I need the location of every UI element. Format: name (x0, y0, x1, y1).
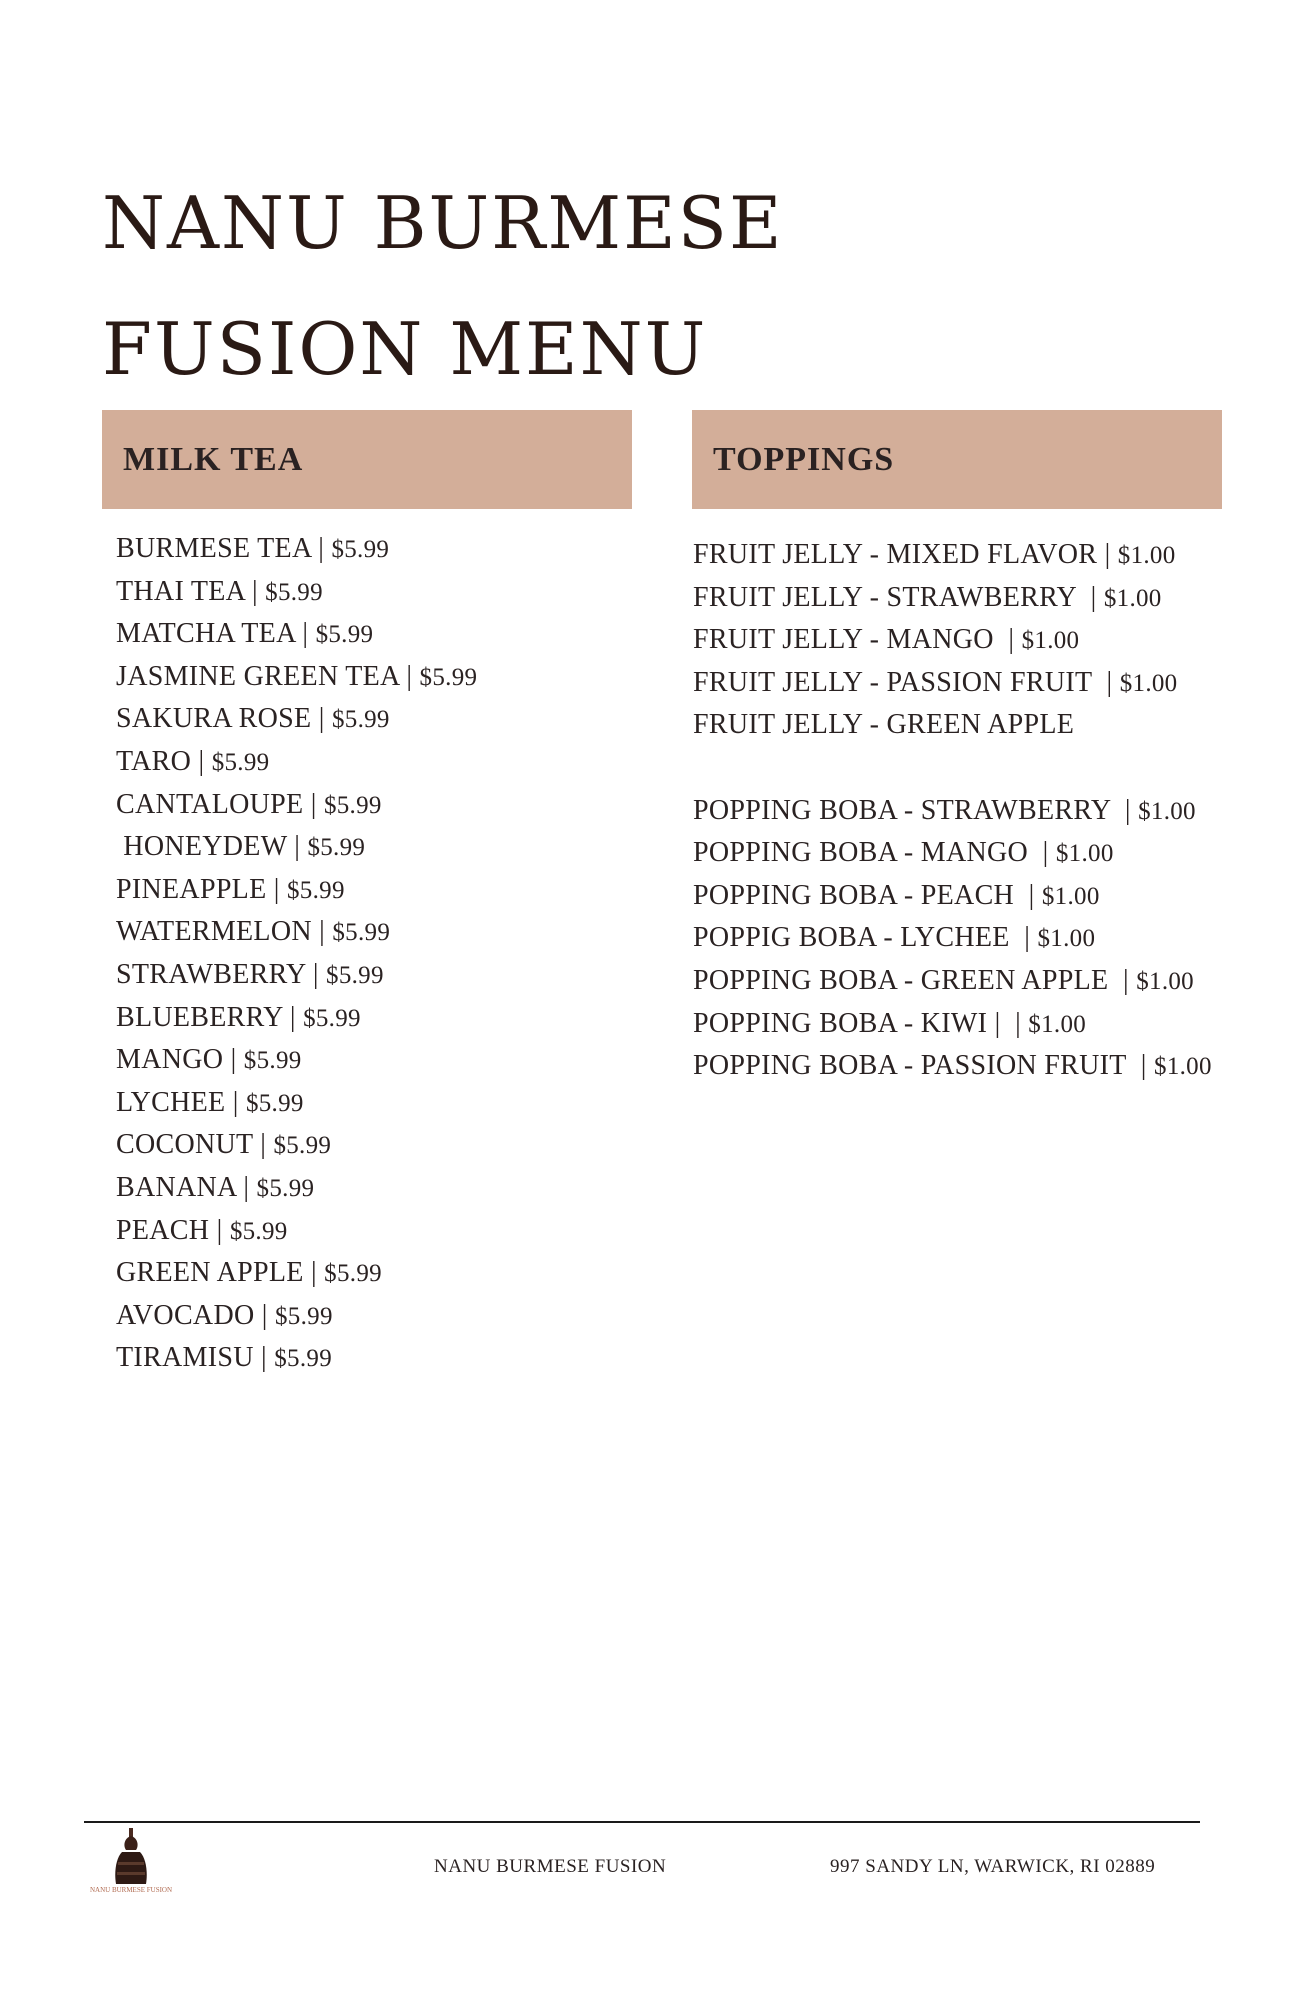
item-price: $5.99 (265, 578, 323, 606)
menu-item (116, 1039, 477, 1082)
item-name: FRUIT JELLY - MANGO | (693, 624, 1022, 656)
milk-tea-header (102, 410, 632, 509)
item-price: $1.00 (1055, 840, 1114, 868)
item-name: AVOCADO | (116, 1299, 275, 1331)
item-name: COCONUT | (116, 1129, 274, 1161)
item-name: JASMINE GREEN TEA | (116, 660, 420, 692)
menu-item (116, 571, 477, 614)
menu-item (693, 662, 1212, 705)
item-price: $5.99 (326, 961, 384, 989)
item-name: BANANA | (116, 1171, 257, 1203)
menu-item (693, 917, 1212, 960)
page-title (102, 160, 784, 412)
menu-item (693, 875, 1212, 918)
item-name: POPPING BOBA - GREEN APPLE | (693, 964, 1137, 996)
menu-item (116, 613, 477, 656)
item-name: HONEYDEW | (116, 831, 308, 863)
item-name: POPPING BOBA - PASSION FRUIT | (693, 1050, 1155, 1082)
menu-item (693, 1003, 1212, 1046)
menu-item (116, 1167, 477, 1210)
menu-item (116, 656, 477, 699)
item-name: THAI TEA | (116, 575, 266, 607)
item-name: PINEAPPLE | (116, 873, 287, 905)
item-price: $5.99 (303, 1004, 361, 1032)
item-price: $5.99 (331, 536, 390, 563)
item-price: $5.99 (323, 791, 382, 819)
footer-address: 997 SANDY LN, WARWICK, RI 02889 (830, 1856, 1156, 1877)
menu-item (116, 1210, 477, 1253)
item-price: $5.99 (275, 1302, 333, 1330)
item-price: $1.00 (1021, 627, 1080, 655)
item-name: GREEN APPLE | (116, 1257, 325, 1289)
menu-item (116, 997, 477, 1040)
item-name: FRUIT JELLY - PASSION FRUIT | (693, 666, 1120, 698)
item-name: CANTALOUPE | (116, 788, 324, 820)
menu-item (116, 1082, 477, 1125)
logo-text: NANU BURMESE FUSION (89, 1886, 173, 1894)
item-name: SAKURA ROSE | (116, 703, 332, 735)
menu-item (116, 826, 477, 869)
menu-item (693, 790, 1212, 833)
menu-item (116, 784, 477, 827)
footer-divider (84, 1821, 1200, 1823)
toppings-list (693, 534, 1212, 1088)
item-price: $5.99 (274, 1345, 332, 1373)
item-name: PEACH | (116, 1214, 230, 1246)
item-price: $1.00 (1154, 1053, 1212, 1081)
item-price: $5.99 (245, 1089, 304, 1117)
menu-item (116, 528, 477, 571)
item-price: $1.00 (1136, 967, 1194, 995)
item-name: BURMESE TEA | (116, 533, 332, 564)
item-price: $5.99 (256, 1174, 315, 1202)
menu-item (116, 1124, 477, 1167)
item-price: $1.00 (1103, 584, 1162, 612)
item-price: $1.00 (1119, 669, 1178, 697)
item-price: $5.99 (332, 919, 391, 947)
menu-item (693, 704, 1212, 747)
item-price: $5.99 (211, 748, 270, 776)
menu-item (693, 1045, 1212, 1088)
item-name: POPPING BOBA - PEACH | (693, 879, 1042, 911)
item-name: FRUIT JELLY - GREEN APPLE (693, 709, 1075, 741)
item-name: POPPING BOBA - STRAWBERRY | (693, 794, 1139, 826)
item-name: FRUIT JELLY - MIXED FLAVOR | (693, 539, 1118, 570)
item-price: $5.99 (287, 876, 345, 904)
item-name: TARO | (116, 745, 212, 777)
item-name: MATCHA TEA | (116, 618, 316, 650)
item-price: $5.99 (273, 1132, 332, 1160)
item-name: WATERMELON | (116, 916, 333, 948)
milk-tea-list (116, 528, 477, 1380)
item-price: $5.99 (419, 663, 478, 691)
menu-item (693, 534, 1212, 577)
item-name: MANGO | (116, 1044, 244, 1076)
item-price: $1.00 (1138, 797, 1196, 825)
item-price: $5.99 (331, 706, 390, 734)
temple-bell-logo-icon (89, 1826, 173, 1896)
menu-item (116, 869, 477, 912)
menu-item (693, 832, 1212, 875)
item-price: $5.99 (243, 1047, 302, 1075)
item-price: $1.00 (1028, 1010, 1087, 1038)
menu-item (116, 954, 477, 997)
item-price: $5.99 (324, 1260, 382, 1288)
menu-item (116, 1337, 477, 1380)
toppings-heading: TOPPINGS (713, 440, 895, 478)
menu-item (116, 1252, 477, 1295)
item-price: $5.99 (229, 1217, 288, 1245)
item-price: $1.00 (1117, 542, 1176, 569)
item-name: POPPING BOBA - MANGO | (693, 837, 1056, 869)
menu-item (693, 619, 1212, 662)
item-name: BLUEBERRY | (116, 1001, 304, 1033)
menu-item (693, 960, 1212, 1003)
menu-item (693, 577, 1212, 620)
menu-item (116, 911, 477, 954)
item-price: $1.00 (1037, 925, 1096, 953)
item-name: TIRAMISU | (116, 1342, 275, 1374)
item-price: $5.99 (315, 621, 374, 649)
group-spacer (693, 747, 1212, 790)
footer-business-name: NANU BURMESE FUSION (434, 1856, 667, 1877)
item-price: $1.00 (1041, 882, 1100, 910)
title-line-1: NANU BURMESE (102, 181, 784, 265)
menu-item (116, 1295, 477, 1338)
item-name: FRUIT JELLY - STRAWBERRY | (693, 581, 1104, 613)
toppings-header (692, 410, 1222, 509)
item-price: $5.99 (307, 834, 366, 862)
item-name: POPPIG BOBA - LYCHEE | (693, 922, 1038, 954)
item-name: LYCHEE | (116, 1086, 246, 1118)
item-name: POPPING BOBA - KIWI | | (693, 1007, 1029, 1039)
milk-tea-heading: MILK TEA (123, 440, 304, 478)
menu-item (116, 698, 477, 741)
title-line-2: FUSION MENU (102, 307, 708, 391)
menu-item (116, 741, 477, 784)
item-name: STRAWBERRY | (116, 958, 327, 990)
